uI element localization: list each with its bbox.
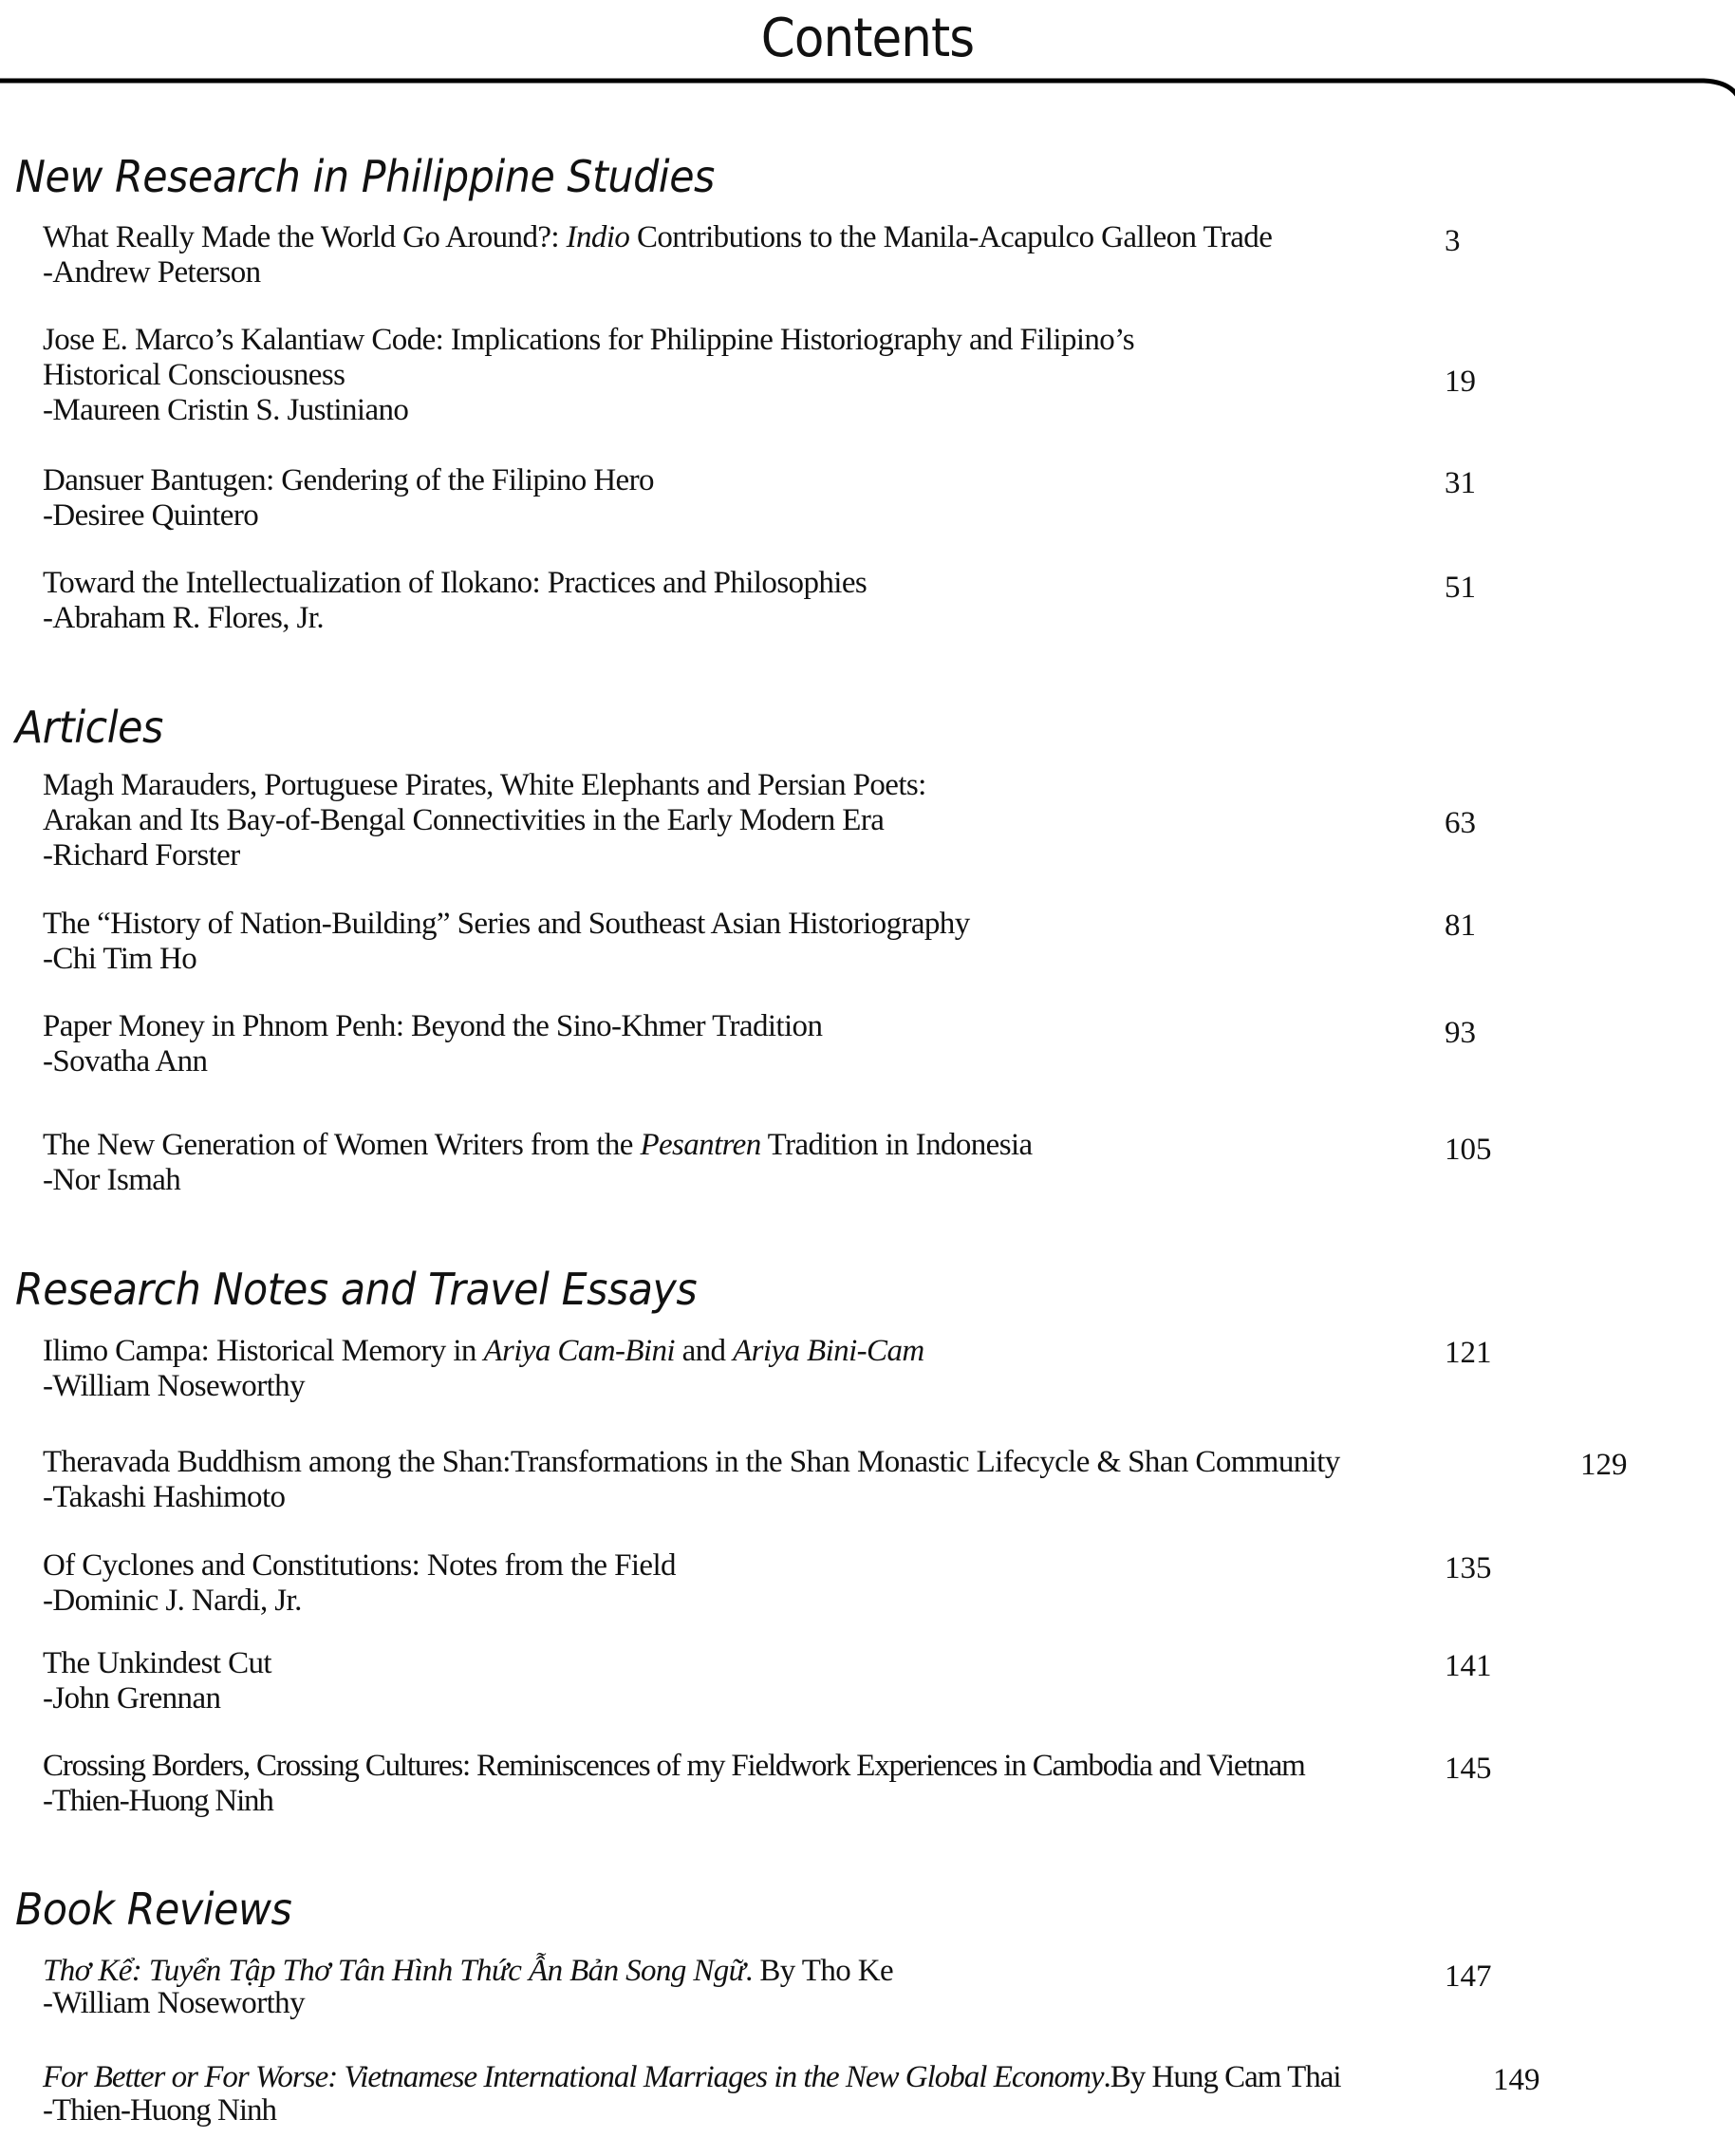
entry-title[interactable]: Of Cyclones and Constitutions: Notes from the Field — [43, 1548, 676, 1583]
entry-title[interactable] — [43, 1334, 924, 1369]
page-number[interactable]: 51 — [1445, 571, 1476, 605]
entry-title-text: . By Tho Ke — [745, 1954, 894, 1988]
page-number[interactable]: 3 — [1445, 224, 1461, 258]
toc-entry[interactable] — [43, 463, 654, 534]
section-header-articles: Articles — [15, 702, 163, 753]
page-number[interactable]: 141 — [1445, 1649, 1492, 1683]
page-number[interactable]: 135 — [1445, 1551, 1492, 1585]
entry-title-text: .By Hung Cam Thai — [1103, 2060, 1341, 2094]
toc-entry[interactable] — [43, 220, 1272, 291]
toc-entry[interactable] — [43, 1646, 271, 1716]
entry-title-italic: For Better or For Worse: Vietnamese International Marriages in the New Global Economy — [43, 2060, 1104, 2094]
entry-title[interactable] — [43, 1955, 893, 1987]
entry-author: -Nor Ismah — [43, 1163, 181, 1197]
entry-title-italic: Ariya Bini-Cam — [733, 1334, 924, 1368]
entry-title-line2[interactable]: Arakan and Its Bay-of-Bengal Connectivities in the Early Modern Era — [43, 803, 885, 837]
entry-author: -William Noseworthy — [43, 1369, 305, 1403]
entry-title[interactable] — [43, 2061, 1341, 2094]
entry-title[interactable]: Toward the Intellectualization of Ilokano: Practices and Philosophies — [43, 566, 868, 600]
entry-title[interactable]: The Unkindest Cut — [43, 1646, 271, 1680]
entry-title[interactable]: Dansuer Bantugen: Gendering of the Filipino Hero — [43, 463, 654, 497]
page-title: Contents — [760, 8, 975, 69]
toc-entry[interactable] — [43, 1955, 893, 2019]
page-number[interactable]: 19 — [1445, 365, 1476, 399]
page-number[interactable]: 93 — [1445, 1016, 1476, 1050]
toc-entry[interactable] — [43, 1334, 924, 1404]
entry-author: -Takashi Hashimoto — [43, 1480, 286, 1514]
toc-entry[interactable] — [43, 1009, 822, 1079]
entry-author: -Maureen Cristin S. Justiniano — [43, 393, 409, 427]
entry-author: -John Grennan — [43, 1681, 221, 1715]
entry-title[interactable]: The “History of Nation-Building” Series and Southeast Asian Historiography — [43, 907, 970, 941]
entry-title-line2[interactable]: Historical Consciousness — [43, 358, 345, 392]
header-rule — [0, 0, 1735, 133]
entry-author: -Abraham R. Flores, Jr. — [43, 601, 324, 635]
toc-entry[interactable] — [43, 2061, 1341, 2128]
entry-title-text: Ilimo Campa: Historical Memory in — [43, 1334, 484, 1368]
entry-author: -Andrew Peterson — [43, 255, 261, 290]
entry-title-italic: Pesantren — [640, 1128, 761, 1162]
toc-entry[interactable] — [43, 1445, 1340, 1515]
page-number[interactable]: 121 — [1445, 1336, 1492, 1370]
toc-entry[interactable] — [43, 768, 926, 873]
entry-author: -Chi Tim Ho — [43, 942, 197, 976]
entry-author: -William Noseworthy — [43, 1986, 305, 2020]
toc-entry[interactable] — [43, 907, 970, 977]
entry-title-line1[interactable]: Jose E. Marco’s Kalantiaw Code: Implications for Philippine Historiography and Filipino’s — [43, 323, 1135, 357]
page-number[interactable]: 147 — [1445, 1959, 1492, 1994]
entry-title-italic: Ariya Cam-Bini — [483, 1334, 675, 1368]
page-number[interactable]: 31 — [1445, 466, 1476, 500]
entry-title-text: and — [674, 1334, 734, 1368]
entry-author: -Thien-Huong Ninh — [43, 1784, 273, 1818]
entry-author: -Sovatha Ann — [43, 1044, 208, 1078]
page-number[interactable]: 149 — [1493, 2063, 1540, 2097]
entry-title[interactable]: Paper Money in Phnom Penh: Beyond the Sino-Khmer Tradition — [43, 1009, 823, 1043]
entry-title[interactable] — [43, 220, 1272, 255]
entry-title-line1[interactable]: Magh Marauders, Portuguese Pirates, White Elephants and Persian Poets: — [43, 768, 926, 802]
entry-author: -Dominic J. Nardi, Jr. — [43, 1584, 302, 1618]
entry-title-text: Tradition in Indonesia — [760, 1128, 1033, 1162]
section-header-research-notes: Research Notes and Travel Essays — [15, 1264, 698, 1315]
page-number[interactable]: 129 — [1580, 1448, 1628, 1482]
entry-title[interactable]: Theravada Buddhism among the Shan:Transformations in the Shan Monastic Lifecycle & Shan Community — [43, 1445, 1340, 1479]
page-number[interactable]: 105 — [1445, 1133, 1492, 1167]
entry-title-text: The New Generation of Women Writers from the — [43, 1128, 641, 1162]
entry-author: -Richard Forster — [43, 838, 240, 872]
section-header-new-research: New Research in Philippine Studies — [15, 151, 715, 202]
entry-title[interactable]: Crossing Borders, Crossing Cultures: Reminiscences of my Fieldwork Experiences in Cambodia and Vietnam — [43, 1749, 1305, 1783]
entry-title-text: Contributions to the Manila-Acapulco Galleon Trade — [629, 220, 1273, 254]
toc-entry[interactable] — [43, 1749, 1305, 1819]
section-header-book-reviews: Book Reviews — [15, 1884, 292, 1935]
page-number[interactable]: 63 — [1445, 806, 1476, 840]
page-number[interactable]: 145 — [1445, 1752, 1492, 1786]
entry-title[interactable] — [43, 1128, 1033, 1163]
page-number[interactable]: 81 — [1445, 909, 1476, 943]
entry-author: -Thien-Huong Ninh — [43, 2093, 277, 2128]
toc-entry[interactable] — [43, 323, 1134, 428]
toc-entry[interactable] — [43, 1128, 1033, 1198]
entry-author: -Desiree Quintero — [43, 498, 259, 533]
entry-title-italic: Indio — [566, 220, 630, 254]
entry-title-text: What Really Made the World Go Around?: — [43, 220, 567, 254]
entry-title-italic: Thơ Kể: Tuyển Tập Thơ Tân Hình Thức Ẫn Bản Song Ngữ — [43, 1954, 746, 1988]
toc-entry[interactable] — [43, 1548, 676, 1619]
toc-entry[interactable] — [43, 566, 867, 636]
